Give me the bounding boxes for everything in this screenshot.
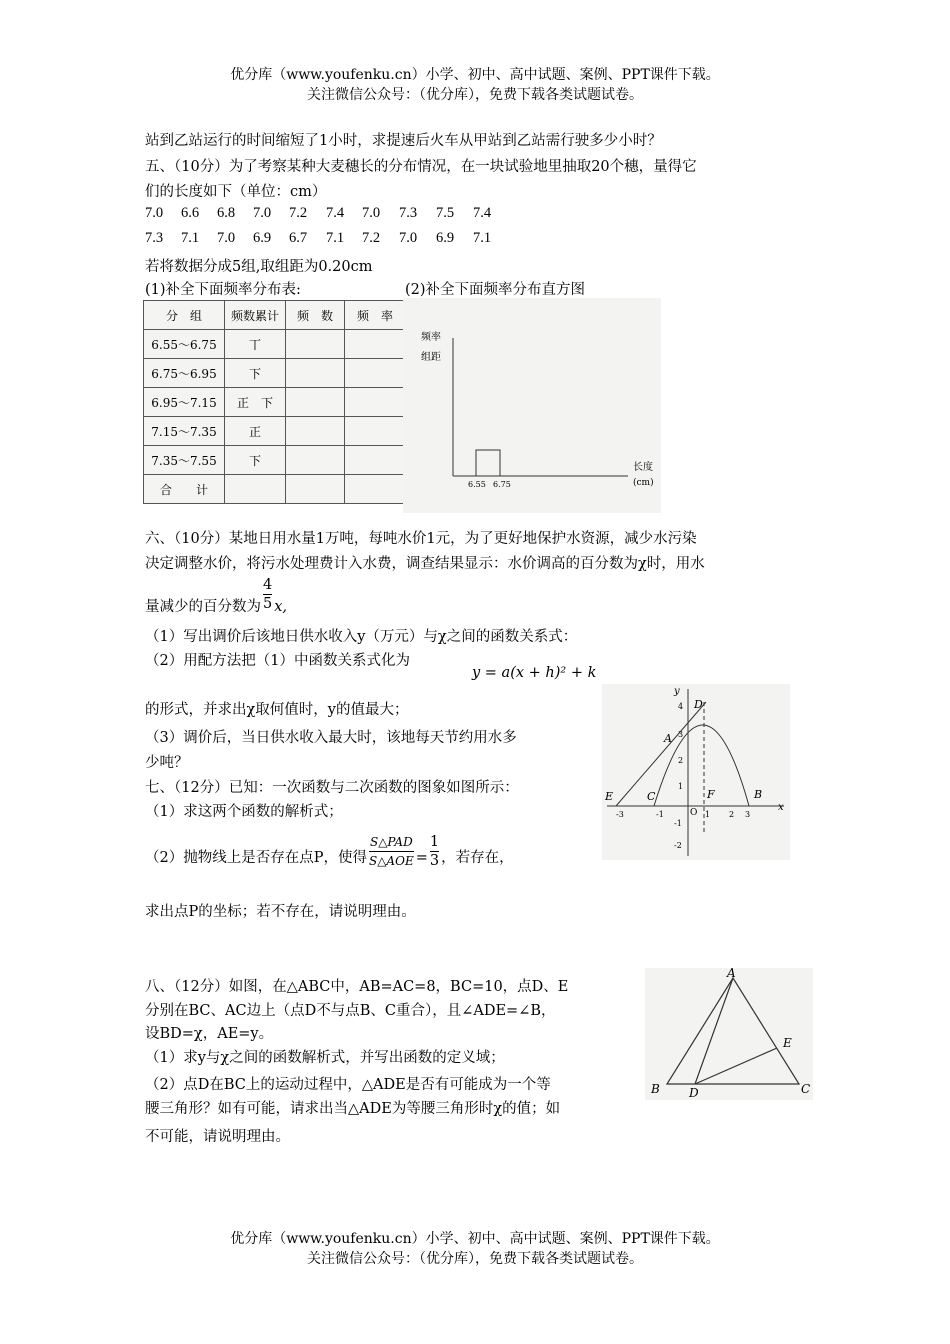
- triangle-label-c: C: [801, 1082, 811, 1096]
- segment-de: [695, 1048, 777, 1084]
- graph-tick: 3: [678, 730, 684, 739]
- q8-p1: （1）求y与χ之间的函数解析式，并写出函数的定义域；: [145, 1050, 505, 1066]
- triangle-label-b: B: [651, 1082, 660, 1096]
- q6-p2: （2）用配方法把（1）中函数关系式化为: [145, 653, 410, 669]
- table-row: [144, 388, 406, 417]
- table-row: [144, 417, 406, 446]
- table-row: [144, 330, 406, 359]
- table-cell: 下: [225, 446, 286, 475]
- table-cell: [345, 388, 406, 417]
- data-value: 6.6: [181, 205, 200, 221]
- graph-label-x: x: [778, 802, 784, 813]
- data-value: 7.1: [181, 230, 200, 246]
- triangle-label-d: D: [689, 1086, 699, 1100]
- data-value: 7.1: [326, 230, 345, 246]
- graph-tick: -3: [616, 810, 624, 819]
- q7-p1: （1）求这两个函数的解析式；: [145, 804, 343, 820]
- table-cell: [225, 475, 286, 504]
- q8-line1: 八、（12分）如图，在△ABC中，AB=AC=8，BC=10，点D、E: [145, 979, 569, 995]
- graph-label-y: y: [674, 686, 680, 697]
- hist-bar: [476, 450, 500, 476]
- q8-line3: 设BD=χ，AE=y。: [145, 1026, 274, 1042]
- q5-line3: 若将数据分成5组,取组距为0.20cm: [145, 259, 373, 275]
- graph-label-c: C: [647, 790, 656, 803]
- graph-label-f: F: [707, 788, 715, 801]
- graph-line: [616, 702, 706, 806]
- table-cell: [286, 417, 345, 446]
- q7-graph-figure: [602, 684, 790, 860]
- table-row: [144, 446, 406, 475]
- q6-fraction: [263, 576, 272, 613]
- table-header-row: [144, 301, 406, 330]
- table-cell: 下: [225, 359, 286, 388]
- data-value: 7.0: [145, 205, 164, 221]
- graph-tick: 1: [678, 782, 684, 791]
- frac-numerator: 1: [429, 834, 440, 850]
- data-value: 7.5: [436, 205, 455, 221]
- q5-data-row1: [145, 205, 509, 222]
- data-value: 7.0: [362, 205, 381, 221]
- triangle-abc: [667, 978, 799, 1084]
- frac-denominator: 5: [263, 596, 273, 612]
- table-cell: 合 计: [144, 475, 225, 504]
- frac-denominator: 3: [429, 853, 440, 869]
- q8-p2c: 不可能，请说明理由。: [145, 1129, 290, 1145]
- data-value: 6.8: [217, 205, 236, 221]
- q6-line1: 六、（10分）某地日用水量1万吨，每吨水价1元，为了更好地保护水资源，减少水污染: [145, 531, 697, 547]
- data-value: 7.1: [473, 230, 492, 246]
- histogram-figure: [403, 298, 661, 513]
- table-cell: [286, 446, 345, 475]
- q6-line3b: x,: [274, 598, 288, 615]
- q6-line2: 决定调整水价，将污水处理费计入水费，调查结果显示：水价调高的百分数为χ时，用水: [145, 556, 705, 572]
- data-value: 7.3: [145, 230, 164, 246]
- data-value: 7.3: [399, 205, 418, 221]
- graph-label-e: E: [605, 790, 614, 803]
- table-cell: 7.15～7.35: [144, 417, 225, 446]
- table-cell: 正: [225, 417, 286, 446]
- q8-p2a: （2）点D在BC上的运动过程中，△ADE是否有可能成为一个等: [145, 1077, 551, 1093]
- graph-label-o: O: [690, 808, 698, 818]
- q7-line1: 七、（12分）已知：一次函数与二次函数的图象如图所示：: [145, 780, 519, 796]
- data-value: 7.0: [399, 230, 418, 246]
- q5-line1: 五、（10分）为了考察某种大麦穗长的分布情况，在一块试验地里抽取20个穗，量得它: [145, 159, 697, 175]
- triangle-figure: [645, 968, 813, 1100]
- graph-tick: -1: [674, 819, 682, 828]
- table-cell: [345, 475, 406, 504]
- q6-formula: y = a(x + h)² + k: [472, 665, 597, 681]
- data-value: 7.0: [253, 205, 272, 221]
- q5-line2: 们的长度如下（单位：cm）: [145, 184, 327, 200]
- graph-tick: 3: [745, 810, 751, 819]
- q8-line2: 分别在BC、AC边上（点D不与点B、C重合），且∠ADE=∠B，: [145, 1003, 556, 1019]
- graph-label-d: D: [694, 698, 703, 711]
- graph-tick: -2: [674, 841, 682, 850]
- q5-data-row2: [145, 230, 509, 247]
- graph-tick: 2: [729, 810, 735, 819]
- q7-eq: =: [415, 849, 428, 866]
- q7-p2a: （2）抛物线上是否存在点P，使得: [145, 849, 367, 866]
- table-cell: 6.75～6.95: [144, 359, 225, 388]
- table-cell: [345, 359, 406, 388]
- hist-xlabel1: 长度: [633, 462, 653, 473]
- q6-p3b: 少吨？: [145, 755, 189, 771]
- table-header: 分 组: [144, 301, 225, 330]
- q7-p2: [145, 833, 514, 870]
- data-value: 7.2: [362, 230, 381, 246]
- data-value: 6.7: [289, 230, 308, 246]
- table-cell: [345, 330, 406, 359]
- table-row: [144, 475, 406, 504]
- table-cell: 6.55～6.75: [144, 330, 225, 359]
- data-value: 6.9: [253, 230, 272, 246]
- histogram-svg: [403, 298, 661, 513]
- table-cell: [286, 388, 345, 417]
- hist-tick: 6.75: [493, 480, 511, 489]
- data-value: 6.9: [436, 230, 455, 246]
- table-header: 频 率: [345, 301, 406, 330]
- graph-tick: -1: [656, 810, 664, 819]
- table-cell: 6.95～7.15: [144, 388, 225, 417]
- table-header: 频数累计: [225, 301, 286, 330]
- frac-denominator: S△AOE: [368, 854, 414, 868]
- table-header: 频 数: [286, 301, 345, 330]
- frac-numerator: 4: [263, 577, 273, 593]
- triangle-label-e: E: [783, 1036, 792, 1050]
- table-cell: [345, 417, 406, 446]
- q5-sub2: (2)补全下面频率分布直方图: [405, 282, 586, 298]
- q6-line3: [145, 576, 287, 613]
- table-cell: 丅: [225, 330, 286, 359]
- q4-tail: 站到乙站运行的时间缩短了1小时，求提速后火车从甲站到乙站需行驶多少小时？: [145, 133, 662, 149]
- q7-area-fraction: [369, 833, 414, 870]
- data-value: 7.2: [289, 205, 308, 221]
- hist-tick: 6.55: [468, 480, 486, 489]
- q6-line3a: 量减少的百分数为: [145, 598, 261, 615]
- data-value: 7.0: [217, 230, 236, 246]
- graph-label-a: A: [664, 732, 672, 745]
- graph-tick: 1: [705, 810, 711, 819]
- graph-label-b: B: [754, 788, 763, 801]
- q6-p2b: 的形式，并求出χ取何值时，y的值最大；: [145, 702, 409, 718]
- q7-ratio-fraction: [430, 833, 439, 870]
- hist-ylabel2: 组距: [421, 352, 441, 363]
- q5-sub1: (1)补全下面频率分布表:: [145, 282, 301, 298]
- page-footer-line1: 优分库（www.youfenku.cn）小学、初中、高中试题、案例、PPT课件下载。: [230, 1231, 720, 1247]
- table-cell: [286, 330, 345, 359]
- q6-p3a: （3）调价后，当日供水收入最大时，该地每天节约用水多: [145, 730, 517, 746]
- table-cell: 正 下: [225, 388, 286, 417]
- q7-p2b: ，若存在，: [441, 849, 514, 866]
- page-header-line2: 关注微信公众号：（优分库），免费下载各类试题试卷。: [307, 87, 643, 103]
- table-row: [144, 359, 406, 388]
- table-cell: [286, 359, 345, 388]
- graph-tick: 2: [678, 756, 684, 765]
- triangle-svg: [645, 968, 813, 1100]
- frac-numerator: S△PAD: [369, 833, 414, 852]
- graph-tick: 4: [678, 702, 684, 711]
- q6-p1: （1）写出调价后该地日供水收入y（万元）与χ之间的函数关系式：: [145, 629, 578, 645]
- data-value: 7.4: [473, 205, 492, 221]
- q8-p2b: 腰三角形？如有可能，请求出当△ADE为等腰三角形时χ的值；如: [145, 1101, 561, 1117]
- hist-ylabel1: 频率: [421, 332, 441, 343]
- frequency-table: [143, 300, 406, 504]
- triangle-label-a: A: [727, 966, 736, 980]
- data-value: 7.4: [326, 205, 345, 221]
- table-cell: 7.35～7.55: [144, 446, 225, 475]
- page-footer-line2: 关注微信公众号：（优分库），免费下载各类试题试卷。: [307, 1251, 643, 1267]
- hist-xlabel2: (cm): [633, 478, 654, 488]
- page-header-line1: 优分库（www.youfenku.cn）小学、初中、高中试题、案例、PPT课件下载。: [230, 67, 720, 83]
- table-cell: [286, 475, 345, 504]
- q7-p2c: 求出点P的坐标；若不存在，请说明理由。: [145, 904, 416, 920]
- table-cell: [345, 446, 406, 475]
